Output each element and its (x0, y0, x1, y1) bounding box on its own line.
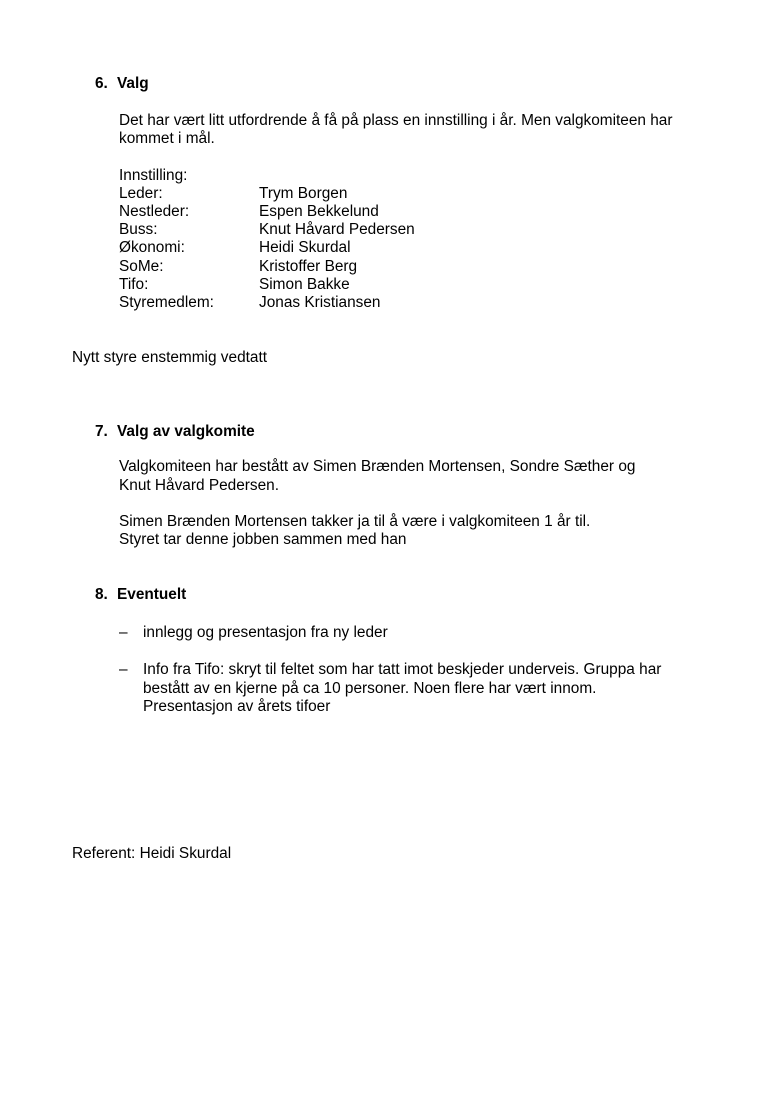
nomination-name: Knut Håvard Pedersen (259, 221, 415, 238)
section-8-heading (95, 586, 186, 604)
section-7-paragraph-2-line-2: Styret tar denne jobben sammen med han (119, 531, 407, 548)
dash-bullet-icon: – (119, 624, 128, 641)
nomination-role: Nestleder: (119, 203, 190, 220)
section-6-resolution: Nytt styre enstemmig vedtatt (72, 349, 268, 366)
nomination-role: SoMe: (119, 258, 164, 275)
section-number: 6. (95, 75, 108, 92)
nomination-name: Trym Borgen (259, 185, 348, 202)
section-7-paragraph-1-line-1: Valgkomiteen har bestått av Simen Brænden Mortensen, Sondre Sæther og (119, 458, 636, 475)
nomination-role: Buss: (119, 221, 158, 238)
list-item-text: bestått av en kjerne på ca 10 personer. Noen flere har vært innom. (143, 680, 597, 697)
nomination-name: Simon Bakke (259, 276, 350, 293)
section-number: 8. (95, 586, 108, 603)
nomination-role: Leder: (119, 185, 163, 202)
dash-bullet-icon: – (119, 661, 128, 678)
list-item-text: innlegg og presentasjon fra ny leder (143, 624, 388, 641)
referent-line: Referent: Heidi Skurdal (72, 845, 232, 862)
section-title: Eventuelt (117, 586, 187, 603)
section-7-paragraph-1-line-2: Knut Håvard Pedersen. (119, 477, 279, 494)
nomination-name: Jonas Kristiansen (259, 294, 381, 311)
section-6-intro-line-2: kommet i mål. (119, 130, 215, 147)
nomination-name: Kristoffer Berg (259, 258, 358, 275)
nomination-role: Økonomi: (119, 239, 185, 256)
section-7-paragraph-2-line-1: Simen Brænden Mortensen takker ja til å være i valgkomiteen 1 år til. (119, 513, 591, 530)
nomination-name: Espen Bekkelund (259, 203, 379, 220)
section-6-intro-line-1: Det har vært litt utfordrende å få på plass en innstilling i år. Men valgkomiteen har (119, 112, 673, 129)
list-item-text: Presentasjon av årets tifoer (143, 698, 331, 715)
section-title: Valg av valgkomite (117, 423, 255, 440)
section-number: 7. (95, 423, 108, 440)
nomination-heading: Innstilling: (119, 167, 188, 184)
section-7-heading (95, 423, 255, 441)
nomination-role: Tifo: (119, 276, 149, 293)
list-item-text: Info fra Tifo: skryt til feltet som har tatt imot beskjeder underveis. Gruppa har (143, 661, 662, 678)
nomination-name: Heidi Skurdal (259, 239, 351, 256)
section-title: Valg (117, 75, 149, 92)
nomination-role: Styremedlem: (119, 294, 214, 311)
section-6-heading (95, 75, 149, 93)
